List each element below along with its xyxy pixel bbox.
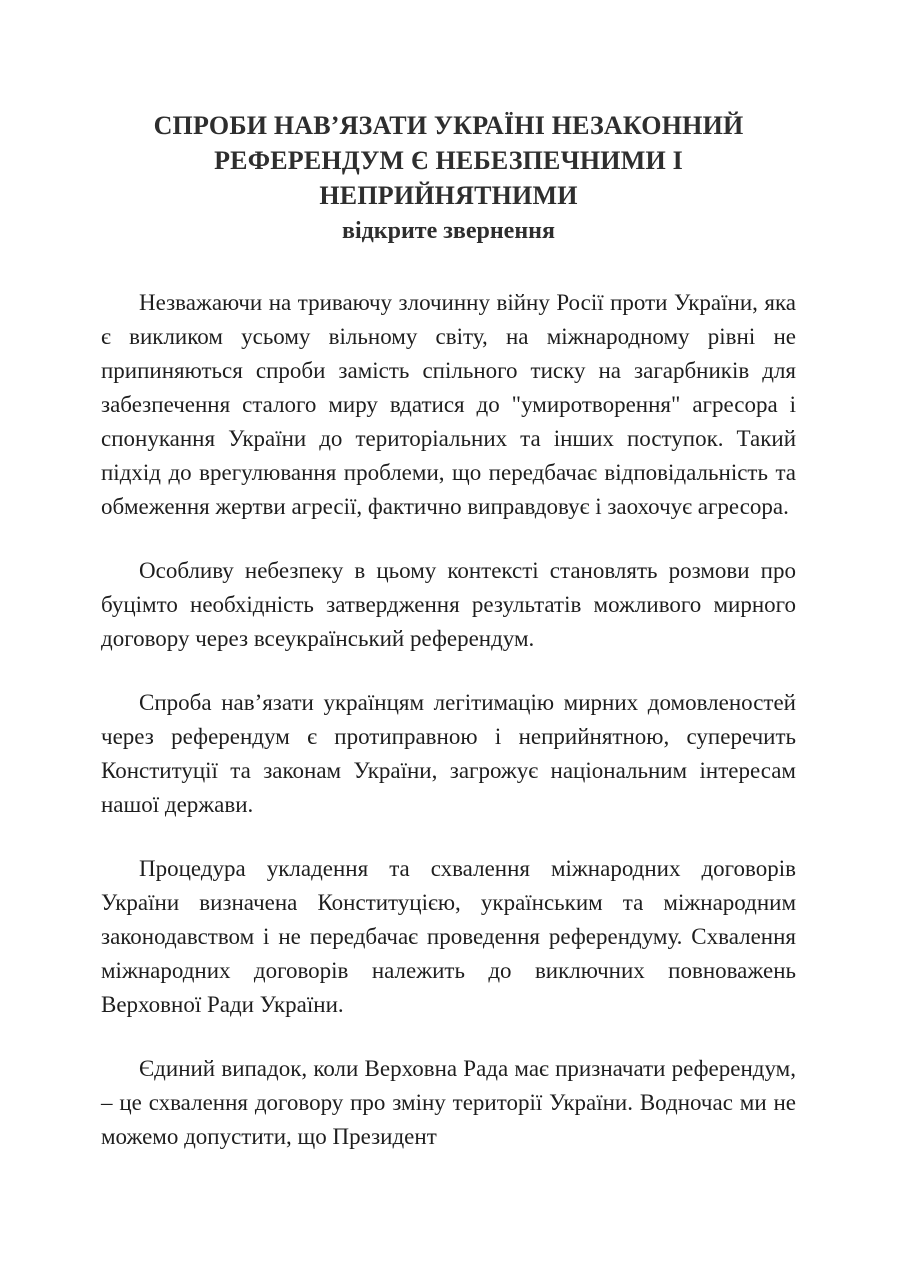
document-title [101,108,796,213]
paragraph-1: Незважаючи на триваючу злочинну війну Росії проти України, яка є викликом усьому вільному світу, на міжнародному рівні не припиняються спроби замість спільного тиску на загарбників для забезпечення сталого миру вдатися до "умиротворення" агресора і спонукання України до територіальних та інших поступок. Такий підхід до врегулювання проблеми, що передбачає відповідальність та обмеження жертви агресії, фактично виправдовує і заохочує агресора. [101,290,796,519]
title-line-2: РЕФЕРЕНДУМ Є НЕБЕЗПЕЧНИМИ І НЕПРИЙНЯТНИМИ [214,146,683,210]
paragraph-3: Спроба нав’язати українцям легітимацію мирних домовленостей через референдум є протиправною і неприйнятною, суперечить Конституції та законам України, загрожує національним інтересам нашої держави. [101,690,796,817]
paragraph-5: Єдиний випадок, коли Верховна Рада має призначати референдум, – це схвалення договору про зміну території України. Водночас ми не можемо допустити, що Президент [101,1056,796,1149]
document-body [101,286,796,1154]
paragraph-2: Особливу небезпеку в цьому контексті становлять розмови про буцімто необхідність затвердження результатів можливого мирного договору через всеукраїнський референдум. [101,558,796,651]
title-line-1: СПРОБИ НАВ’ЯЗАТИ УКРАЇНІ НЕЗАКОННИЙ [153,111,744,140]
document-subtitle: відкрите звернення [342,218,555,244]
document-content [101,108,796,1154]
paragraph-4: Процедура укладення та схвалення міжнародних договорів України визначена Конституцією, українським та міжнародним законодавством і не передбачає проведення референдуму. Схвалення міжнародних договорів належить до виключних повноважень Верховної Ради України. [101,856,796,1017]
